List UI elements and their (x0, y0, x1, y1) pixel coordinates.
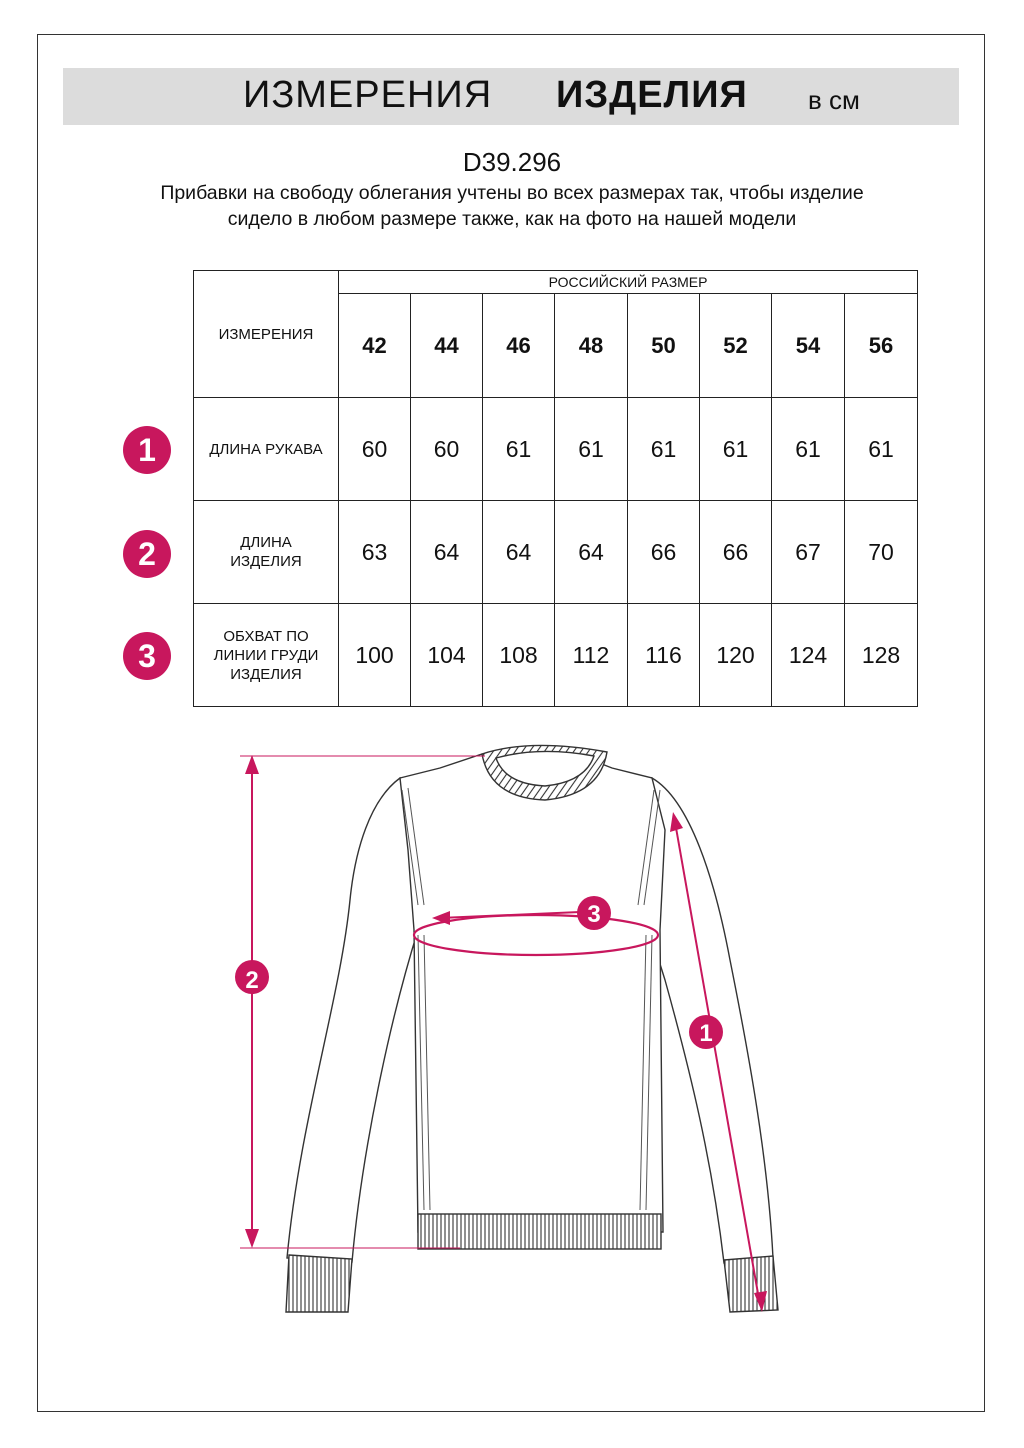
row-label: ОБХВАТ ПО ЛИНИИ ГРУДИ ИЗДЕЛИЯ (194, 604, 339, 707)
value-cell: 63 (339, 501, 411, 604)
fit-note: Прибавки на свободу облегания учтены во всех размерах так, чтобы изделие сидело в любом размере также, как на фото на нашей модели (160, 182, 864, 230)
value-cell: 64 (483, 501, 555, 604)
value-cell: 61 (628, 398, 700, 501)
marker-sleeve: 1 (699, 1020, 713, 1047)
value-cell: 116 (628, 604, 700, 707)
value-cell: 61 (845, 398, 918, 501)
value-cell: 108 (483, 604, 555, 707)
row-label: ДЛИНА РУКАВА (194, 398, 339, 501)
value-cell: 61 (555, 398, 628, 501)
value-cell: 128 (845, 604, 918, 707)
marker-chest: 3 (587, 901, 601, 928)
size-cell: 48 (555, 294, 628, 398)
size-cell: 50 (628, 294, 700, 398)
value-cell: 112 (555, 604, 628, 707)
value-cell: 60 (339, 398, 411, 501)
value-cell: 61 (772, 398, 845, 501)
size-cell: 46 (483, 294, 555, 398)
marker-length: 2 (245, 967, 259, 994)
value-cell: 64 (411, 501, 483, 604)
value-cell: 66 (700, 501, 772, 604)
body (400, 754, 665, 1232)
row-number-badge: 3 (123, 632, 171, 680)
row-label: ДЛИНА ИЗДЕЛИЯ (194, 501, 339, 604)
article-number: D39.296 (462, 147, 562, 177)
title-measurements: ИЗМЕРЕНИЯ (243, 74, 493, 116)
size-header: РОССИЙСКИЙ РАЗМЕР (339, 271, 918, 294)
value-cell: 61 (700, 398, 772, 501)
value-cell: 66 (628, 501, 700, 604)
measure-header: ИЗМЕРЕНИЯ (194, 271, 339, 398)
size-cell: 42 (339, 294, 411, 398)
value-cell: 64 (555, 501, 628, 604)
value-cell: 100 (339, 604, 411, 707)
row-number-badge: 2 (123, 530, 171, 578)
value-cell: 60 (411, 398, 483, 501)
size-cell: 52 (700, 294, 772, 398)
size-cell: 56 (845, 294, 918, 398)
size-cell: 44 (411, 294, 483, 398)
title-product: ИЗДЕЛИЯ (556, 74, 748, 116)
hem-rib (418, 1214, 661, 1249)
title-unit: в см (808, 85, 860, 115)
right-cuff (724, 1256, 778, 1312)
size-cell: 54 (772, 294, 845, 398)
left-cuff (286, 1255, 352, 1312)
value-cell: 67 (772, 501, 845, 604)
value-cell: 124 (772, 604, 845, 707)
value-cell: 70 (845, 501, 918, 604)
value-cell: 61 (483, 398, 555, 501)
value-cell: 120 (700, 604, 772, 707)
row-number-badge: 1 (123, 426, 171, 474)
value-cell: 104 (411, 604, 483, 707)
